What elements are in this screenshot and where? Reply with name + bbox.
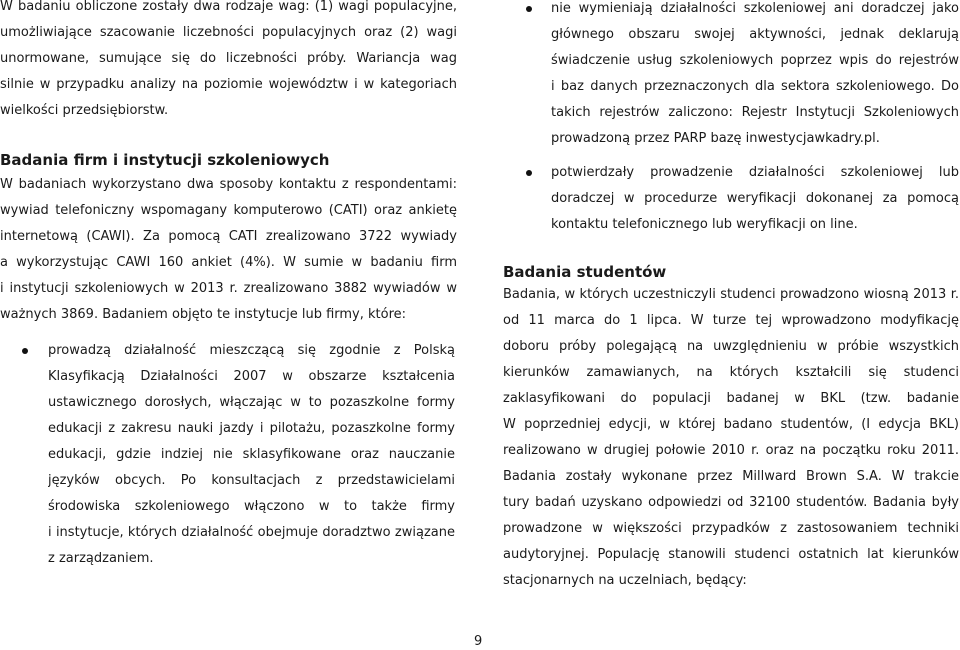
text-line: wywiad telefoniczny wspomagany komputerowo (CATI) oraz ankietę <box>0 203 457 218</box>
text-line: a wykorzystując CAWI 160 ankiet (4%). W sumie w badaniu firm <box>0 255 457 270</box>
text-line: od 11 marca do 1 lipca. W turze tej wprowadzono modyfikację <box>503 313 959 328</box>
text-line: kierunków zamawianych, na których kształcili się studenci <box>503 365 959 380</box>
text-line: prowadzą działalność mieszczącą się zgodnie z Polską <box>48 343 455 358</box>
bullet-dot-icon <box>526 6 532 12</box>
bullet-item-3 <box>503 160 959 240</box>
text-line: unormowane, sumujące się do liczebności próby. Wariancja wag <box>0 51 457 66</box>
firms-paragraph <box>0 172 457 328</box>
text-line: Klasyfikacją Działalności 2007 w obszarze kształcenia <box>48 369 455 384</box>
text-line: stacjonarnych na uczelniach, będący: <box>503 573 747 588</box>
text-line: Badania, w których uczestniczyli studenci prowadzono wiosną 2013 r. <box>503 287 959 302</box>
text-line: W badaniu obliczone zostały dwa rodzaje wag: (1) wagi populacyjne, <box>0 0 457 14</box>
students-paragraph <box>503 282 959 594</box>
page-number: 9 <box>474 634 483 649</box>
text-line: takich rejestrów zaliczono: Rejestr Instytucji Szkoleniowych <box>551 105 959 120</box>
intro-paragraph <box>0 0 457 124</box>
text-line: świadczenie usług szkoleniowych poprzez wpis do rejestrów <box>551 53 959 68</box>
text-line: realizowano w drugiej połowie 2010 r. oraz na początku roku 2011. <box>503 443 959 458</box>
text-line: umożliwiające szacowanie liczebności populacyjnych oraz (2) wagi <box>0 25 457 40</box>
bullet-dot-icon <box>22 348 28 354</box>
section-title-students: Badania studentów <box>503 263 667 281</box>
text-line: języków obcych. Po konsultacjach z przedstawicielami <box>48 473 455 488</box>
text-line: doboru próby polegającą na uwzględnieniu w próbie wszystkich <box>503 339 959 354</box>
text-line: ustawicznego dorosłych, włączając w to pozaszkolne formy <box>48 395 455 410</box>
text-line: ważnych 3869. Badaniem objęto te instytucje lub firmy, które: <box>0 307 407 322</box>
text-line: środowiska szkoleniowego włączono w to także firmy <box>48 499 455 514</box>
text-line: internetową (CAWI). Za pomocą CATI zrealizowano 3722 wywiady <box>0 229 457 244</box>
text-line: prowadzoną przez PARP bazę inwestycjawkadry.pl. <box>551 131 880 146</box>
text-line: tury badań uzyskano odpowiedzi od 32100 studentów. Badania były <box>503 495 959 510</box>
text-line: edukacji, gdzie indziej nie sklasyfikowane oraz nauczanie <box>48 447 455 462</box>
text-line: zaklasyfikowani do populacji badanej w BKL (tzw. badanie <box>503 391 959 406</box>
text-line: W badaniach wykorzystano dwa sposoby kontaktu z respondentami: <box>0 177 457 192</box>
text-line: doradczej w procedurze weryfikacji dokonanej za pomocą <box>551 191 959 206</box>
bullet-text <box>48 338 455 572</box>
text-line: głównego obszaru swojej aktywności, jednak deklarują <box>551 27 959 42</box>
bullet-text <box>551 0 959 152</box>
text-line: edukacji z zakresu nauki jazdy i pilotażu, pozaszkolne formy <box>48 421 455 436</box>
bullet-dot-icon <box>526 170 532 176</box>
text-line: W poprzedniej edycji, w której badano studentów, (I edycja BKL) <box>503 417 959 432</box>
section-title-firms: Badania firm i instytucji szkoleniowych <box>0 151 330 169</box>
text-line: potwierdzały prowadzenie działalności szkoleniowej lub <box>551 165 959 180</box>
text-line: nie wymieniają działalności szkoleniowej ani doradczej jako <box>551 1 959 16</box>
text-line: prowadzone w większości przypadków z zastosowaniem techniki <box>503 521 959 536</box>
text-line: audytoryjnej. Populację stanowili studenci ostatnich lat kierunków <box>503 547 959 562</box>
text-line: silnie w przypadku analizy na poziomie województw i w kategoriach <box>0 77 457 92</box>
bullet-item-2 <box>503 0 959 156</box>
text-line: kontaktu telefonicznego lub weryfikacji on line. <box>551 217 858 232</box>
text-line: i instytucji szkoleniowych w 2013 r. zrealizowano 3882 wywiadów w <box>0 281 457 296</box>
text-line: i instytucje, których działalność obejmuje doradztwo związane <box>48 525 455 540</box>
bullet-text <box>551 160 959 238</box>
text-line: wielkości przedsiębiorstw. <box>0 103 169 118</box>
text-line: z zarządzaniem. <box>48 551 154 566</box>
text-line: i baz danych przeznaczonych dla sektora szkoleniowego. Do <box>551 79 959 94</box>
text-line: Badania zostały wykonane przez Millward Brown S.A. W trakcie <box>503 469 959 484</box>
bullet-item-1 <box>0 338 457 578</box>
